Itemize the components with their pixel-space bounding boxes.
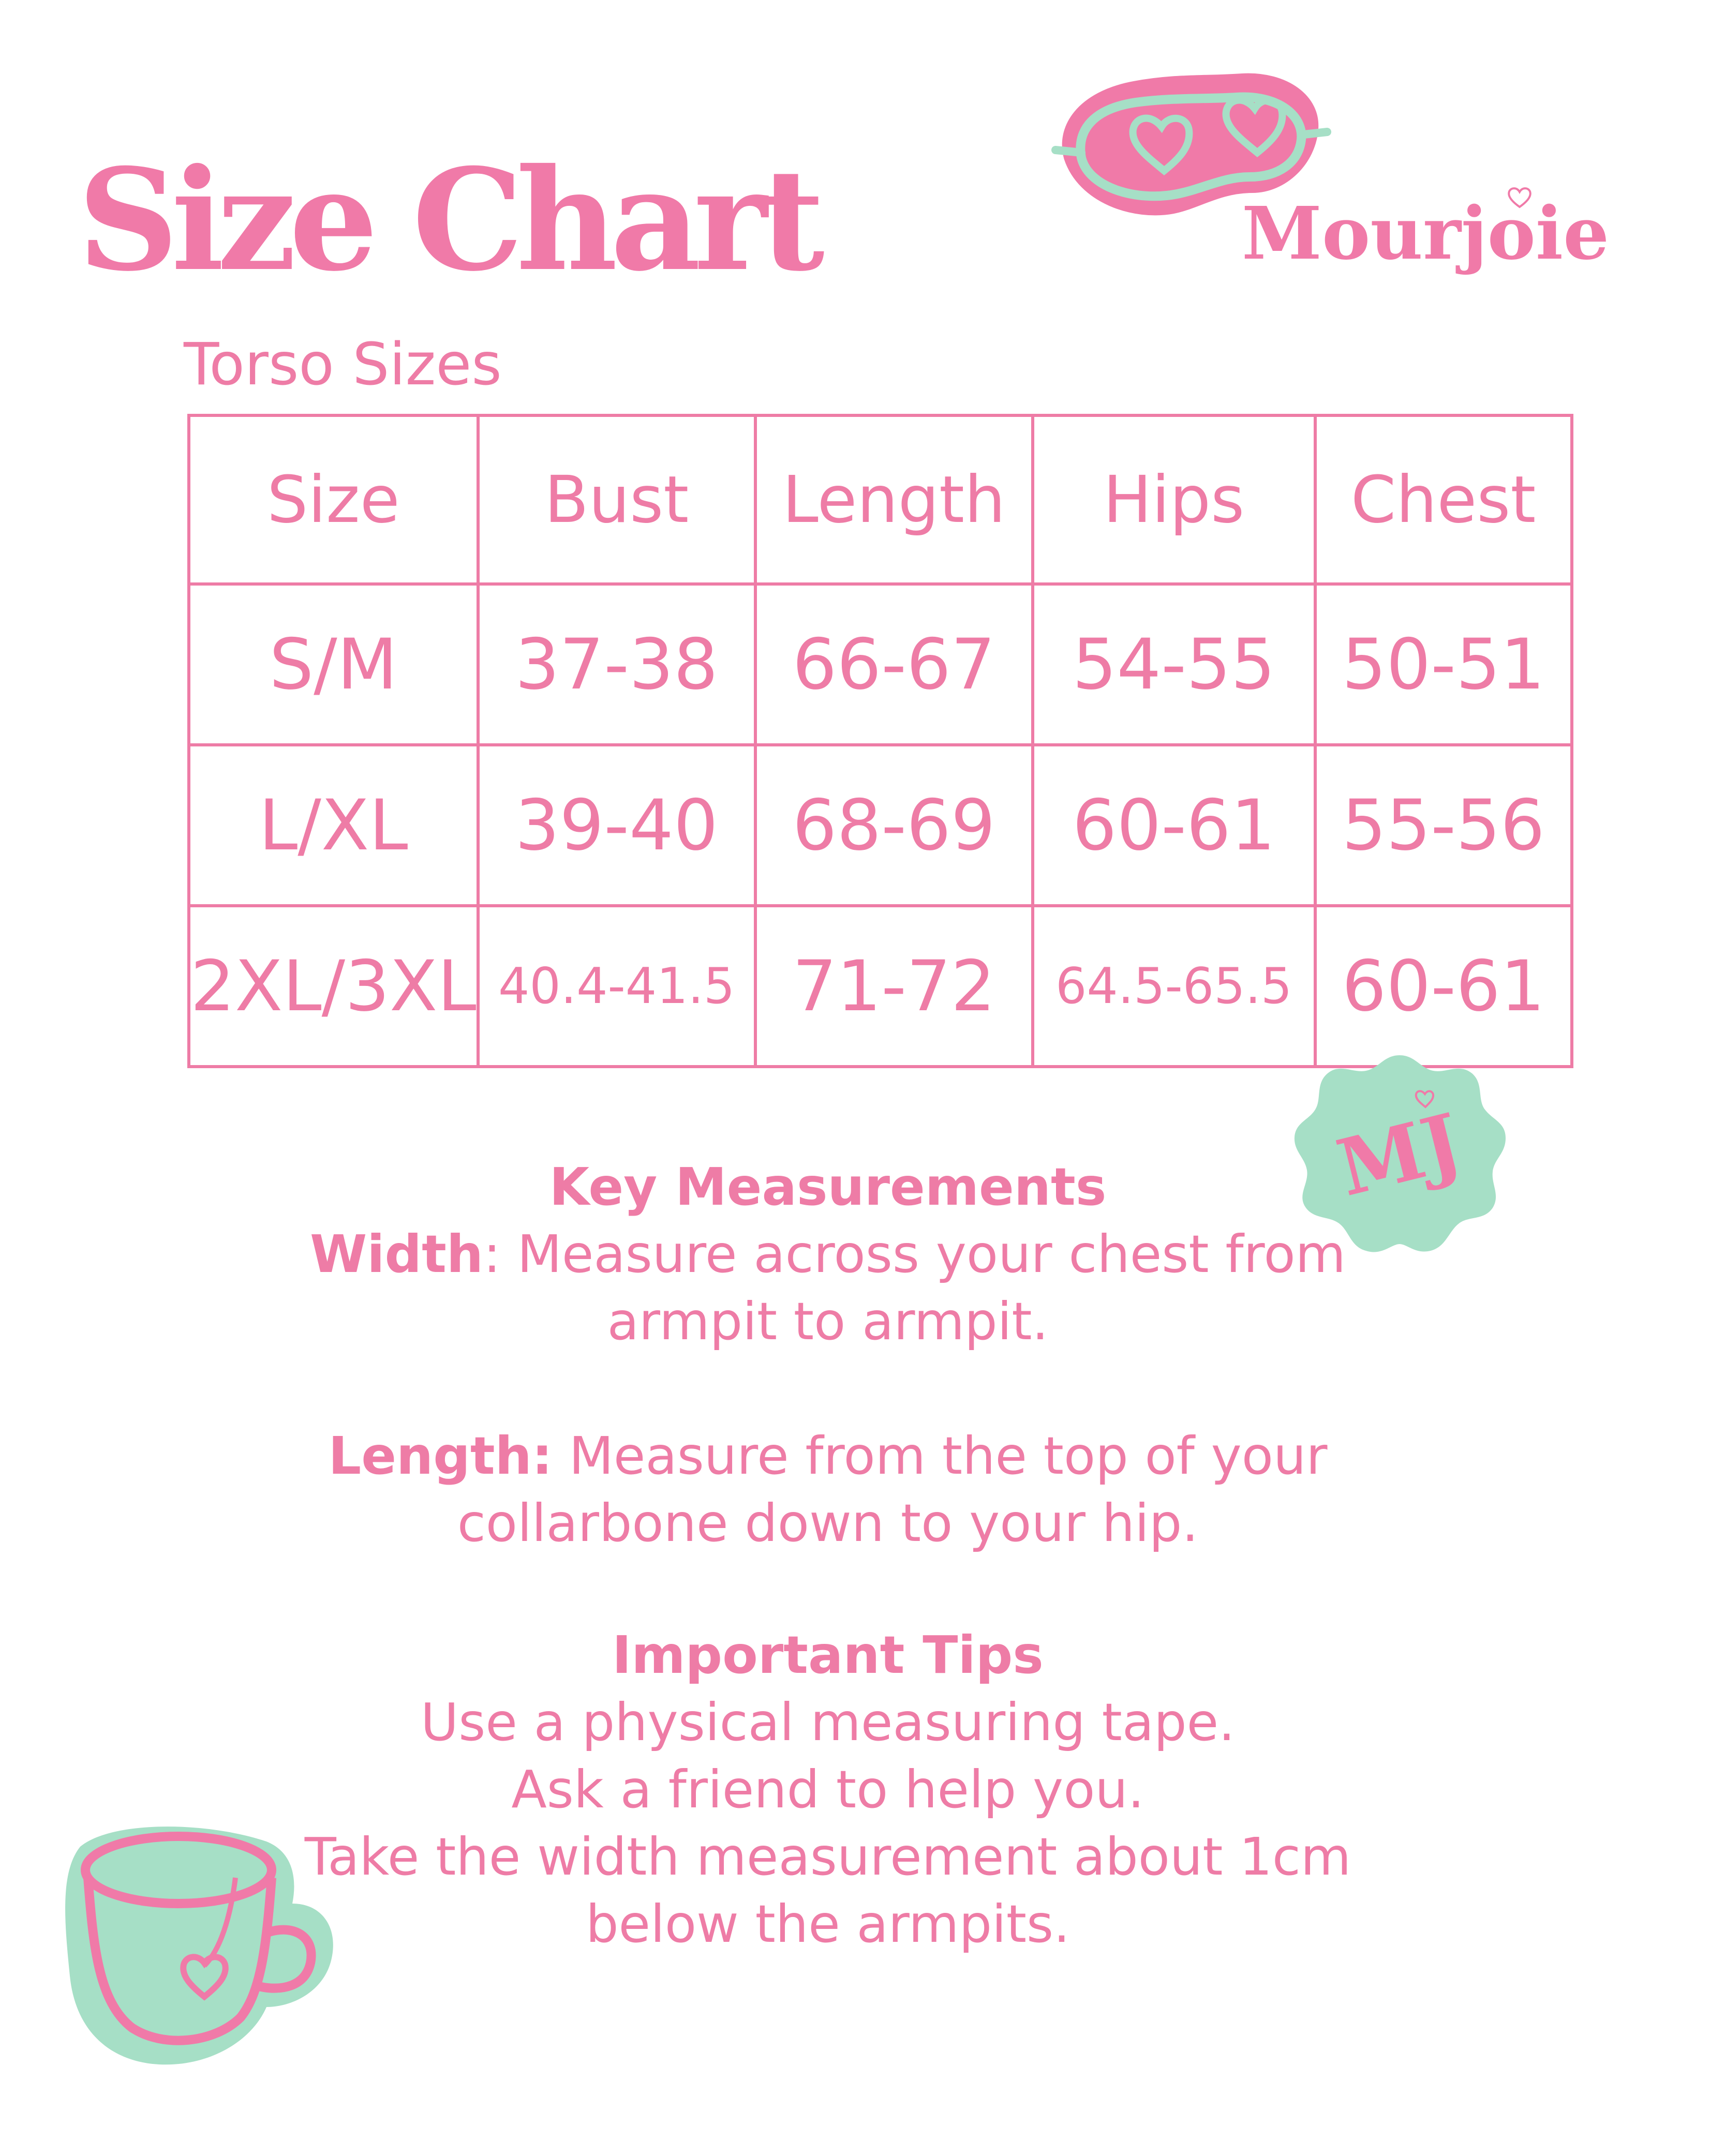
length-label: Length: — [328, 1426, 553, 1486]
table-cell: 50-51 — [1315, 584, 1572, 745]
table-row — [189, 745, 1572, 906]
table-cell: 54-55 — [1033, 584, 1315, 745]
tip-item: below the armpits. — [586, 1894, 1070, 1954]
table-row — [189, 584, 1572, 745]
table-cell: 37-38 — [478, 584, 755, 745]
table-cell: S/M — [189, 584, 478, 745]
table-cell: 60-61 — [1033, 745, 1315, 906]
tip-item: Ask a friend to help you. — [511, 1759, 1144, 1820]
table-cell: 40.4-41.5 — [478, 906, 755, 1067]
header-length: Length — [755, 415, 1033, 584]
table-row — [189, 906, 1572, 1067]
heart-icon — [1507, 186, 1533, 211]
table-cell: 64.5-65.5 — [1033, 906, 1315, 1067]
page-title: Size Chart — [78, 138, 817, 302]
width-text-1: : Measure across your chest from — [483, 1224, 1346, 1284]
brand-logo: Mourjoie — [1242, 191, 1610, 276]
table-cell: 55-56 — [1315, 745, 1572, 906]
width-label: Width — [309, 1224, 484, 1284]
length-text-1: Measure from the top of your — [552, 1426, 1328, 1486]
tips-heading: Important Tips — [612, 1625, 1044, 1685]
width-text-2: armpit to armpit. — [607, 1291, 1049, 1352]
tip-item: Take the width measurement about 1cm — [304, 1826, 1351, 1887]
header-bust: Bust — [478, 415, 755, 584]
key-measurements-heading: Key Measurements — [549, 1157, 1107, 1217]
header-chest: Chest — [1315, 415, 1572, 584]
table-cell: L/XL — [189, 745, 478, 906]
header-size: Size — [189, 415, 478, 584]
section-label: Torso Sizes — [184, 331, 502, 398]
length-text-2: collarbone down to your hip. — [457, 1493, 1199, 1553]
table-header-row — [189, 415, 1572, 584]
table-cell: 68-69 — [755, 745, 1033, 906]
table-cell: 39-40 — [478, 745, 755, 906]
tip-item: Use a physical measuring tape. — [421, 1692, 1235, 1753]
mj-badge-text: MJ — [1329, 1096, 1470, 1215]
header-hips: Hips — [1033, 415, 1315, 584]
table-cell: 66-67 — [755, 584, 1033, 745]
table-cell: 2XL/3XL — [189, 906, 478, 1067]
table-cell: 60-61 — [1315, 906, 1572, 1067]
table-cell: 71-72 — [755, 906, 1033, 1067]
size-table — [187, 414, 1573, 1068]
mug-icon — [49, 1800, 339, 2092]
key-measurements — [0, 1154, 1656, 1557]
